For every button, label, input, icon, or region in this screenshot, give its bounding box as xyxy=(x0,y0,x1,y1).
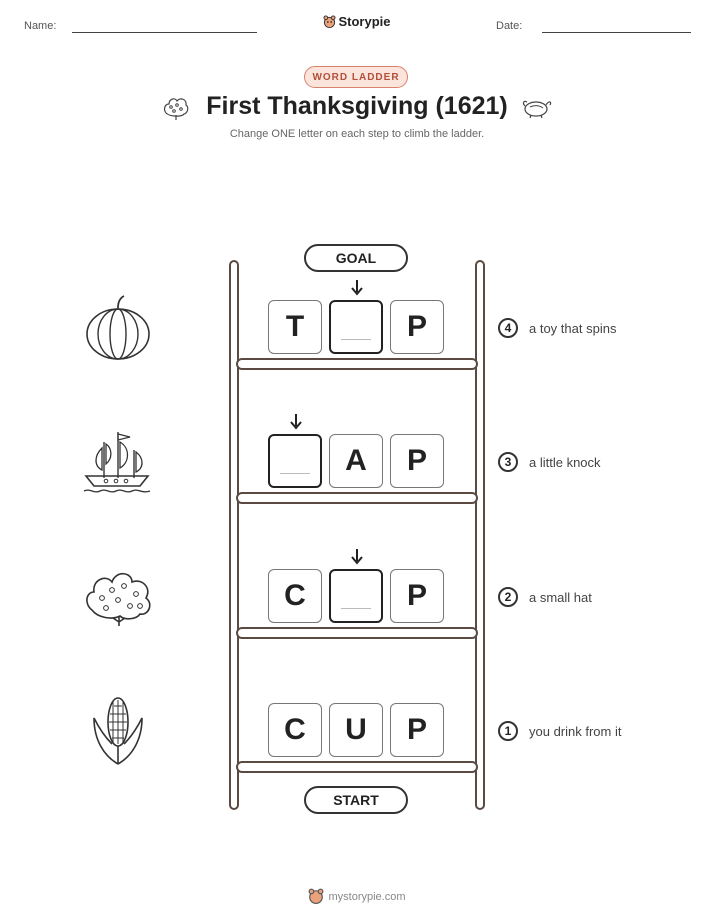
word-ladder-badge: WORD LADDER xyxy=(304,66,408,88)
step-1-letter-3: P xyxy=(390,703,444,757)
step-3-number: 3 xyxy=(498,452,518,472)
step-2-clue: a small hat xyxy=(529,590,592,605)
date-line[interactable] xyxy=(542,32,691,33)
arrow-down-icon xyxy=(351,549,363,565)
pumpkin-icon xyxy=(84,294,152,362)
name-line[interactable] xyxy=(72,32,257,33)
instructions: Change ONE letter on each step to climb the ladder. xyxy=(229,128,485,140)
step-4-clue: a toy that spins xyxy=(529,321,617,336)
step-4-letter-1: T xyxy=(268,300,322,354)
ladder-rung xyxy=(236,627,478,639)
berry-bush-icon xyxy=(84,566,154,628)
step-2-letter-3: P xyxy=(390,569,444,623)
arrow-down-icon xyxy=(290,414,302,430)
step-2-letter-1: C xyxy=(268,569,322,623)
goal-label: GOAL xyxy=(304,244,408,272)
step-1-number: 1 xyxy=(498,721,518,741)
storypie-logo-icon xyxy=(308,888,324,904)
ladder-rung xyxy=(236,761,478,773)
ladder-rung xyxy=(236,492,478,504)
step-1-letter-2: U xyxy=(329,703,383,757)
step-4-blank-input[interactable] xyxy=(329,300,383,354)
step-3-letter-3: P xyxy=(390,434,444,488)
step-4-number: 4 xyxy=(498,318,518,338)
arrow-down-icon xyxy=(351,280,363,296)
step-3-clue: a little knock xyxy=(529,455,601,470)
date-label: Date: xyxy=(496,20,523,32)
step-4-letter-3: P xyxy=(390,300,444,354)
step-1-letter-1: C xyxy=(268,703,322,757)
step-1-clue: you drink from it xyxy=(529,724,622,739)
page-title: First Thanksgiving (1621) xyxy=(206,92,508,120)
turkey-icon xyxy=(521,94,553,120)
step-2-number: 2 xyxy=(498,587,518,607)
ladder-left-rail xyxy=(229,260,239,810)
brand-name: Storypie xyxy=(338,14,391,29)
ladder-right-rail xyxy=(475,260,485,810)
corn-icon xyxy=(90,694,146,768)
storypie-logo-icon xyxy=(323,15,336,28)
ladder-rung xyxy=(236,358,478,370)
brand xyxy=(0,14,714,29)
step-3-blank-input[interactable] xyxy=(268,434,322,488)
footer-url[interactable]: mystorypie.com xyxy=(328,891,406,903)
start-label: START xyxy=(304,786,408,814)
ship-icon xyxy=(82,428,152,496)
step-2-blank-input[interactable] xyxy=(329,569,383,623)
footer xyxy=(0,888,714,904)
step-3-letter-2: A xyxy=(329,434,383,488)
name-label: Name: xyxy=(24,20,57,32)
